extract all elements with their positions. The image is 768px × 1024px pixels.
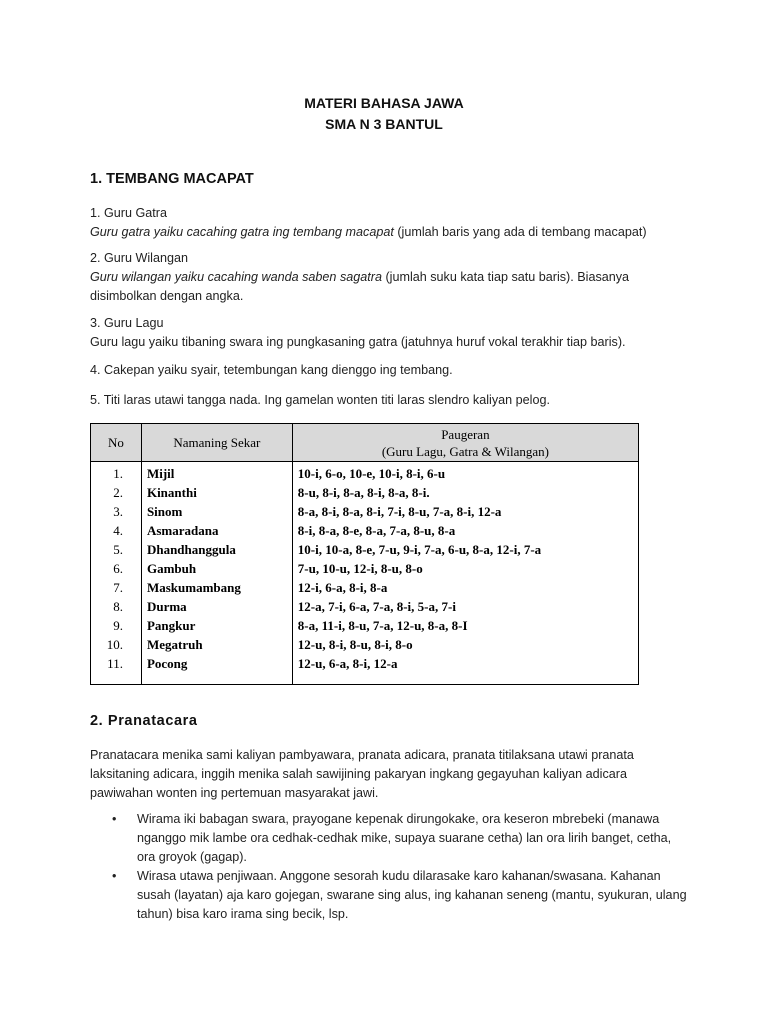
row-name: Mijil — [141, 462, 292, 484]
table-header-row — [91, 424, 639, 462]
cakepan-text: 4. Cakepan yaiku syair, tetembungan kang dienggo ing tembang. — [90, 363, 453, 377]
table-row — [91, 616, 639, 635]
table-row — [91, 502, 639, 521]
table-row — [91, 540, 639, 559]
row-name: Asmaradana — [141, 521, 292, 540]
table-row — [91, 578, 639, 597]
school-name: SMA N 3 BANTUL — [325, 116, 443, 132]
row-name: Pangkur — [141, 616, 292, 635]
row-name: Sinom — [141, 502, 292, 521]
tembang-macapat-table — [90, 423, 639, 685]
row-paugeran: 8-u, 8-i, 8-a, 8-i, 8-a, 8-i. — [292, 483, 638, 502]
table-row — [91, 521, 639, 540]
row-no: 6. — [91, 559, 142, 578]
table-row — [91, 654, 639, 685]
pranatacara-bullet-list — [90, 810, 690, 924]
guru-wilangan-italic: Guru wilangan yaiku cacahing wanda saben sagatra — [90, 270, 382, 284]
row-paugeran: 8-i, 8-a, 8-e, 8-a, 7-a, 8-u, 8-a — [292, 521, 638, 540]
guru-lagu-block — [90, 314, 690, 352]
row-no: 5. — [91, 540, 142, 559]
row-no: 11. — [91, 654, 142, 685]
row-no: 1. — [91, 462, 142, 484]
row-paugeran: 7-u, 10-u, 12-i, 8-u, 8-o — [292, 559, 638, 578]
row-paugeran: 8-a, 8-i, 8-a, 8-i, 7-i, 8-u, 7-a, 8-i, 12-a — [292, 502, 638, 521]
pranatacara-intro: Pranatacara menika sami kaliyan pambyawara, pranata adicara, pranata titilaksana utawi pranata laksitaning adicara, inggih menika salah sawijining pakaryan ingkang gegayuhan kaliyan adicara pawiwahan wonten ing pertemuan masyarakat jawi. — [90, 748, 634, 800]
guru-wilangan-block — [90, 249, 690, 306]
bullet-dot: • — [112, 869, 117, 883]
bullet-text-wirasa: Wirasa utawa penjiwaan. Anggone sesorah kudu dilarasake karo kahanan/swasana. Kahanan susah (layatan) aja karo gojegan, swarane sing alus, ing kahanan seneng (mantu, syukuran, ulang tahun) bisa karo irama sing becik, lsp. — [137, 869, 687, 921]
table-row — [91, 462, 639, 484]
paugeran-header-line1: Paugeran — [441, 426, 490, 442]
guru-gatra-title: 1. Guru Gatra — [90, 206, 167, 220]
table-row — [91, 559, 639, 578]
guru-lagu-title: 3. Guru Lagu — [90, 316, 164, 330]
paugeran-header-line2: (Guru Lagu, Gatra & Wilangan) — [381, 443, 549, 459]
guru-wilangan-plain: (jumlah suku kata tiap satu baris). Biasanya disimbolkan dengan angka. — [90, 270, 630, 303]
row-no: 4. — [91, 521, 142, 540]
row-paugeran: 10-i, 6-o, 10-e, 10-i, 8-i, 6-u — [292, 462, 638, 484]
row-name: Megatruh — [141, 635, 292, 654]
row-no: 7. — [91, 578, 142, 597]
bullet-text-wirama: Wirama iki babagan swara, prayogane kepenak dirungokake, ora keseron mbrebeki (manawa nganggo mik lambe ora cedhak-cedhak mike, supaya suarane cetha) lan ora lirih banget, cetha, ora groyok (gagap). — [137, 812, 672, 864]
guru-lagu-text: Guru lagu yaiku tibaning swara ing pungkasaning gatra (jatuhnya huruf vokal terakhir tiap baris). — [90, 335, 626, 349]
row-paugeran: 8-a, 11-i, 8-u, 7-a, 12-u, 8-a, 8-I — [292, 616, 638, 635]
row-no: 2. — [91, 483, 142, 502]
table-row — [91, 635, 639, 654]
column-header-name: Namaning Sekar — [141, 424, 292, 462]
row-name: Kinanthi — [141, 483, 292, 502]
row-paugeran: 12-u, 6-a, 8-i, 12-a — [292, 654, 638, 685]
table-row — [91, 483, 639, 502]
table-row — [91, 597, 639, 616]
row-name: Durma — [141, 597, 292, 616]
guru-gatra-italic: Guru gatra yaiku cacahing gatra ing tembang macapat — [90, 225, 394, 239]
row-no: 10. — [91, 635, 142, 654]
guru-gatra-plain: (jumlah baris yang ada di tembang macapat) — [393, 225, 647, 239]
bullet-dot: • — [112, 812, 117, 826]
guru-gatra-text — [90, 223, 690, 242]
row-paugeran: 12-a, 7-i, 6-a, 7-a, 8-i, 5-a, 7-i — [292, 597, 638, 616]
section-heading-tembang-macapat: 1. TEMBANG MACAPAT — [90, 171, 254, 187]
row-name: Pocong — [141, 654, 292, 685]
titi-laras-text: 5. Titi laras utawi tangga nada. Ing gamelan wonten titi laras slendro kaliyan pelog. — [90, 393, 550, 407]
column-header-paugeran — [292, 424, 638, 462]
row-no: 3. — [91, 502, 142, 521]
row-paugeran: 12-u, 8-i, 8-u, 8-i, 8-o — [292, 635, 638, 654]
document-title: MATERI BAHASA JAWA — [304, 95, 464, 111]
row-no: 9. — [91, 616, 142, 635]
row-name: Gambuh — [141, 559, 292, 578]
list-item — [90, 810, 690, 867]
row-no: 8. — [91, 597, 142, 616]
guru-wilangan-title: 2. Guru Wilangan — [90, 251, 189, 265]
row-name: Maskumambang — [141, 578, 292, 597]
row-paugeran: 10-i, 10-a, 8-e, 7-u, 9-i, 7-a, 6-u, 8-a, 12-i, 7-a — [292, 540, 638, 559]
row-paugeran: 12-i, 6-a, 8-i, 8-a — [292, 578, 638, 597]
guru-wilangan-text — [90, 268, 690, 306]
section-heading-pranatacara: 2. Pranatacara — [90, 713, 198, 729]
guru-gatra-block — [90, 204, 690, 242]
row-name: Dhandhanggula — [141, 540, 292, 559]
list-item — [90, 867, 690, 924]
column-header-no: No — [91, 424, 142, 462]
